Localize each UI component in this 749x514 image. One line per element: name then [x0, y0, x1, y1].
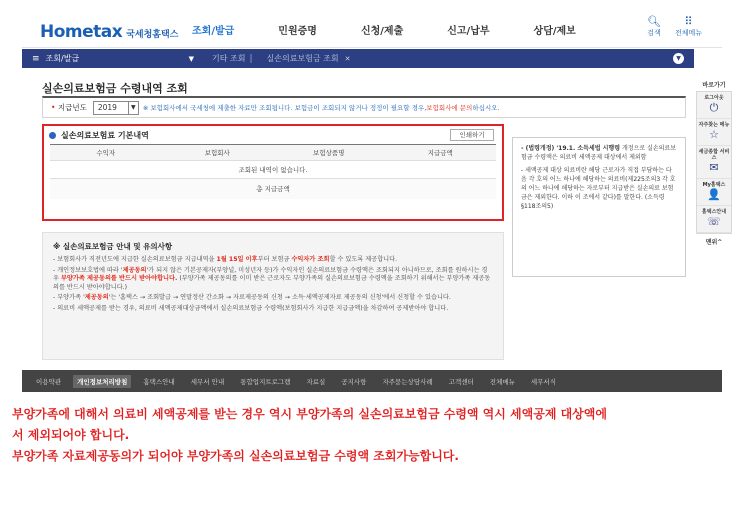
quick-link-icon: 👤 [707, 188, 721, 201]
quick-links-bar [696, 80, 732, 249]
all-menu-label: 전체메뉴 [674, 29, 702, 37]
filter-note: ※ 보험회사에서 국세청에 제출한 자료만 조회됩니다. 보험금이 조회되지 않거나 정정이 필요할 경우,보험회사에 문의하십시오. [142, 104, 500, 112]
quick-link-label: 로그아웃 [704, 95, 724, 101]
info-paragraph-1: - (법령개정) '19.1. 소득세법 시행령 개정으로 실손의료보험금 수령액은 의료비 세액공제 대상에서 제외함 [521, 145, 677, 161]
hometax-screenshot [22, 10, 730, 400]
main-menu-item[interactable]: 조회/발급 [192, 26, 235, 37]
grid-icon: ⠿ [684, 15, 693, 28]
filter-row [42, 96, 686, 118]
caption-line-3: 부양가족 자료제공동의가 되어야 부양가족의 실손의료보험금 수령액 조회가능합니다. [12, 449, 459, 463]
year-value: 2019 [97, 103, 117, 112]
quick-link-item[interactable] [697, 92, 731, 119]
quick-link-icon: ☏ [707, 215, 721, 228]
caption-line-2: 서 제외되어야 합니다. [12, 428, 130, 442]
guide-list [53, 256, 493, 314]
footer-links [22, 370, 722, 392]
breadcrumb-first[interactable] [22, 49, 202, 68]
footer-link[interactable]: 자주묻는상담사례 [382, 377, 433, 386]
breadcrumb-bar [22, 49, 694, 68]
footer-link[interactable]: 개인정보처리방침 [73, 375, 131, 388]
top-header [22, 10, 722, 48]
quick-link-label: 자주찾는 메뉴 [698, 122, 730, 128]
info-paragraph-2: - 세액공제 대상 의료비란 해당 근로자가 직접 부담하는 다음 각 호의 어느 하나에 해당하는 의료비(제225조의3 각 호의 어느 하나에 해당하는 자로부터 지급받은 실손의료 보험금은 제외한다. 이하 이 조에서 같다)를 말한다. (소득령 §118조의5) [521, 167, 676, 210]
breadcrumb-third-label: 실손의료보험금 조회 [266, 54, 339, 63]
main-menu [192, 22, 620, 37]
hometax-logo[interactable] [40, 18, 178, 42]
quick-link-icon: ☆ [709, 128, 719, 141]
footer-link[interactable]: 자료실 [306, 377, 326, 386]
guide-box [42, 232, 504, 360]
main-menu-item[interactable]: 신청/제출 [360, 26, 404, 37]
guide-item: - 개인정보보호법에 따라 '제공동의'가 되지 않은 기본공제자(부양널, 미성년자 등)가 수익자인 실손의료보험금 수령액은 조회되지 아니하므로, 조회를 원하시는 경우 부양가족 제공동의를 반드시 받아야합니다. (부양가족 제공동의를 이미 받은 근로자도 부양가족의 실손의료보험금 수령액을 조회하기 위해서는 부양가족 제공동의를 반드시 받아야합니다.) [53, 266, 491, 291]
main-menu-item[interactable]: 상담/제보 [533, 26, 576, 37]
breadcrumb-first-label: 조회/발급 [45, 54, 80, 63]
guide-title: ※ 실손의료보험금 안내 및 유의사항 [53, 242, 173, 251]
print-button[interactable]: 인쇄하기 [450, 129, 494, 141]
quick-link-item[interactable] [697, 146, 731, 179]
separator-icon: | [249, 53, 253, 64]
table-column-header: 보험상품명 [313, 149, 345, 157]
quick-links-title: 바로가기 [702, 82, 726, 89]
section-header [44, 126, 502, 144]
footer-link[interactable]: 전체메뉴 [489, 377, 515, 386]
breadcrumb-third[interactable] [257, 49, 351, 68]
footer-link[interactable]: 공지사항 [341, 377, 367, 386]
footer-link[interactable]: 세무서 안내 [190, 377, 225, 386]
breadcrumb-second-label: 기타 조회 [212, 54, 246, 63]
footer-link[interactable]: 이용약관 [36, 377, 62, 386]
section-title: 실손의료보험료 기본내역 [61, 130, 149, 140]
main-menu-item[interactable]: 민원증명 [278, 26, 317, 37]
table-column-header: 보험회사 [204, 149, 230, 157]
footer-link[interactable]: 고객센터 [448, 377, 474, 386]
search-icon: 🔍︎ [646, 15, 661, 28]
quick-link-item[interactable] [697, 119, 731, 146]
page-title: 실손의료보험금 수령내역 조회 [42, 82, 188, 95]
table-header [50, 145, 496, 161]
caption-line-1: 부양가족에 대해서 의료비 세액공제를 받는 경우 역시 부양가족의 실손의료보험금 수령액 역시 세액공제 대상액에 [12, 407, 607, 421]
logo-text: Hometax [40, 22, 123, 42]
table-column-header: 수익자 [96, 149, 116, 157]
caption [12, 404, 742, 467]
expand-icon[interactable]: ▼ [673, 53, 684, 64]
year-label: • 지급년도 [51, 103, 87, 112]
footer-link[interactable]: 홈택스안내 [143, 377, 175, 386]
chevron-down-icon: ▼ [128, 102, 138, 114]
quick-link-icon: ⏻ [709, 101, 719, 114]
all-menu-button[interactable] [675, 16, 702, 38]
details-table [50, 144, 496, 199]
empty-message: 조회된 내역이 없습니다. [50, 161, 496, 179]
quick-link-item[interactable] [697, 179, 731, 206]
footer-link[interactable]: 통합업지트로그램 [240, 377, 291, 386]
total-amount-row: 총 지급금액 [50, 179, 496, 199]
guide-item: - 부양가족 '제공동의'는 '홈택스 → 조회발급 → 연말정산 간소화 → 자료제공동의 신청 → 소득·세액공제자료 제공동의 신청'에서 신청할 수 있습니다. [53, 294, 451, 302]
footer-link[interactable]: 세무서식 [530, 377, 557, 386]
quick-link-label: 홈택스안내 [701, 209, 727, 215]
table-column-header: 지급금액 [427, 149, 453, 157]
bullet-icon [49, 132, 56, 139]
main-menu-item[interactable]: 신고/납부 [447, 26, 490, 37]
quick-link-icon: ✉ [709, 161, 719, 174]
basic-details-section [42, 124, 504, 221]
breadcrumb-second[interactable] [202, 49, 257, 68]
search-button[interactable] [647, 16, 661, 38]
search-label: 검색 [647, 29, 661, 37]
scroll-top-button[interactable]: 맨위^ [705, 239, 723, 246]
close-icon[interactable]: ✕ [344, 54, 351, 63]
year-select[interactable] [93, 101, 139, 115]
hamburger-icon: ≡ [32, 53, 40, 64]
quick-link-label: My홈택스 [702, 182, 726, 188]
quick-link-item[interactable] [697, 206, 731, 233]
logo-subtext: 국세청홈택스 [126, 30, 179, 40]
chevron-down-icon: ▼ [188, 54, 194, 63]
guide-item: - 보험회사가 직전년도에 지급한 실손의료보험금 지급내역을 1월 15일 이후부터 보험금 수익자가 조회할 수 있도록 제공합니다. [53, 256, 398, 263]
quick-link-label: 세금종합 서비스 [698, 149, 730, 161]
guide-item: - 의료비 세액공제를 받는 경우, 의료비 세액공제대상금액에서 실손의료보험금 수령액(보험회사가 지급한 지급금액)을 차감하여 공제받아야 합니다. [53, 304, 449, 312]
info-box [512, 137, 686, 277]
quick-links-list [696, 91, 732, 234]
header-icons [633, 16, 702, 38]
